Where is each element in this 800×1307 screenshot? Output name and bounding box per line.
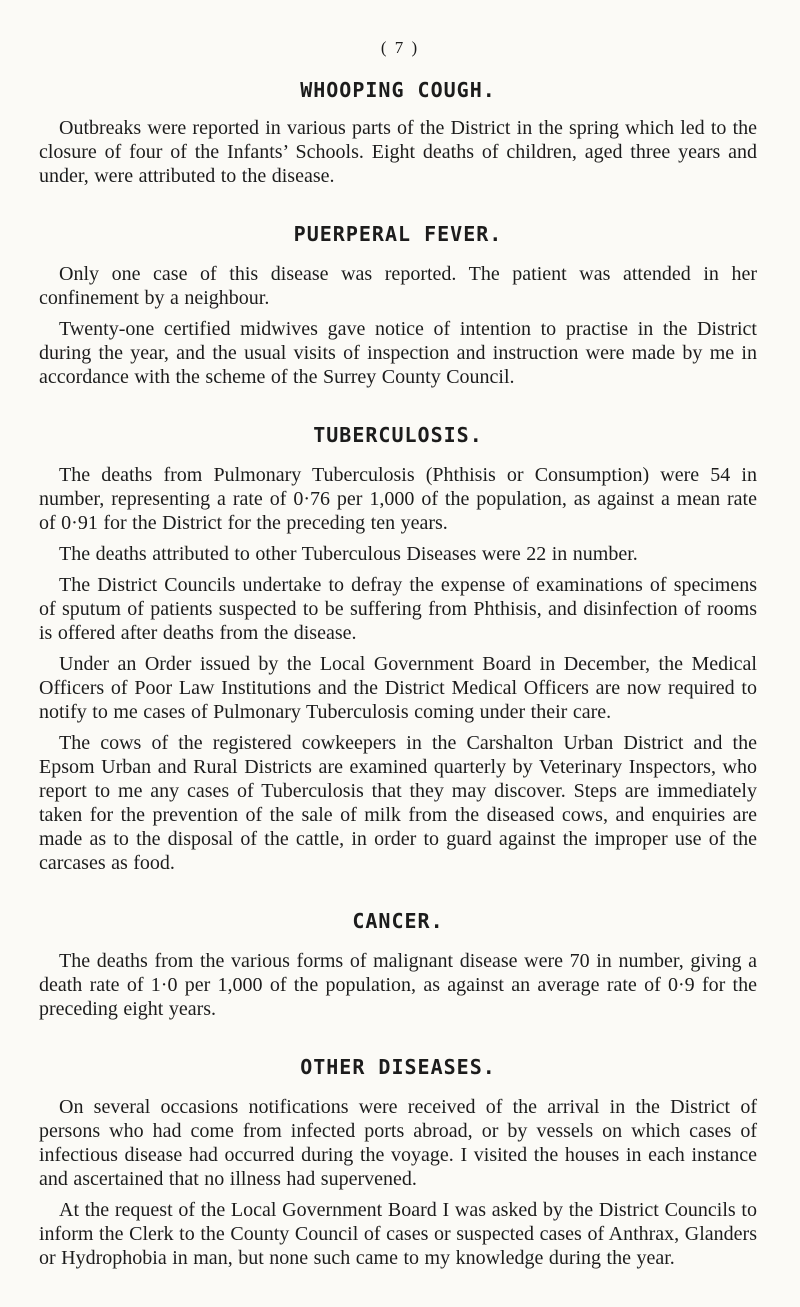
section-heading: CANCER. — [352, 909, 444, 933]
paragraph: The District Councils undertake to defray the expense of examinations of specimens of sputum of patients suspected to be suffering from Phthisis, and disinfection of rooms is offered after deaths from the disease. — [39, 574, 757, 644]
paragraph: The deaths from the various forms of malignant disease were 70 in number, giving a death rate of 1·0 per 1,000 of the population, as against an average rate of 0·9 for the preceding eight years. — [39, 950, 757, 1020]
paragraph: Under an Order issued by the Local Government Board in December, the Medical Officers of Poor Law Institutions and the District Medical Officers are now required to notify to me cases of Pulmonary Tuberculosis coming under their care. — [39, 653, 757, 723]
paragraph: The cows of the registered cowkeepers in the Carshalton Urban District and the Epsom Urban and Rural Districts are examined quarterly by Veterinary Inspectors, who report to me any cases of Tuberculosis that they may discover. Steps are immediately taken for the prevention of the sale of milk from the diseased cows, and enquiries are made as to the disposal of the cattle, in order to guard against the improper use of the carcases as food. — [39, 732, 757, 874]
paragraph: The deaths attributed to other Tuberculous Diseases were 22 in number. — [59, 543, 638, 565]
paragraph: Only one case of this disease was reported. The patient was attended in her confinement by a neighbour. — [39, 263, 757, 309]
paragraph: At the request of the Local Government Board I was asked by the District Councils to inform the Clerk to the County Council of cases or suspected cases of Anthrax, Glanders or Hydrophobia in man, but none such came to my knowledge during the year. — [39, 1199, 757, 1269]
paragraph: Outbreaks were reported in various parts of the District in the spring which led to the closure of four of the Infants’ Schools. Eight deaths of children, aged three years and under, were attributed to the disease. — [39, 117, 757, 187]
section-heading: TUBERCULOSIS. — [313, 423, 483, 447]
page-content — [39, 74, 757, 1277]
section-cancer — [39, 909, 757, 1021]
section-whooping-cough — [39, 78, 757, 188]
section-heading: WHOOPING COUGH. — [300, 78, 496, 102]
paragraph: On several occasions notifications were received of the arrival in the District of persons who had come from infected ports abroad, or by vessels on which cases of infectious disease had occurred during the voyage. I visited the houses in each instance and ascertained that no illness had supervened. — [39, 1096, 757, 1190]
section-heading: PUERPERAL FEVER. — [293, 222, 503, 246]
section-puerperal-fever — [39, 222, 757, 389]
paragraph: Twenty-one certified midwives gave notice of intention to practise in the District during the year, and the usual visits of inspection and instruction were made by me in accordance with the scheme of the Surrey County Council. — [39, 318, 757, 388]
section-heading: OTHER DISEASES. — [300, 1055, 496, 1079]
paragraph: The deaths from Pulmonary Tuberculosis (Phthisis or Consumption) were 54 in number, representing a rate of 0·76 per 1,000 of the population, as against a mean rate of 0·91 for the District for the preceding ten years. — [39, 464, 757, 534]
section-other-diseases — [39, 1055, 757, 1270]
page-number: ( 7 ) — [380, 38, 420, 57]
section-tuberculosis — [39, 423, 757, 875]
